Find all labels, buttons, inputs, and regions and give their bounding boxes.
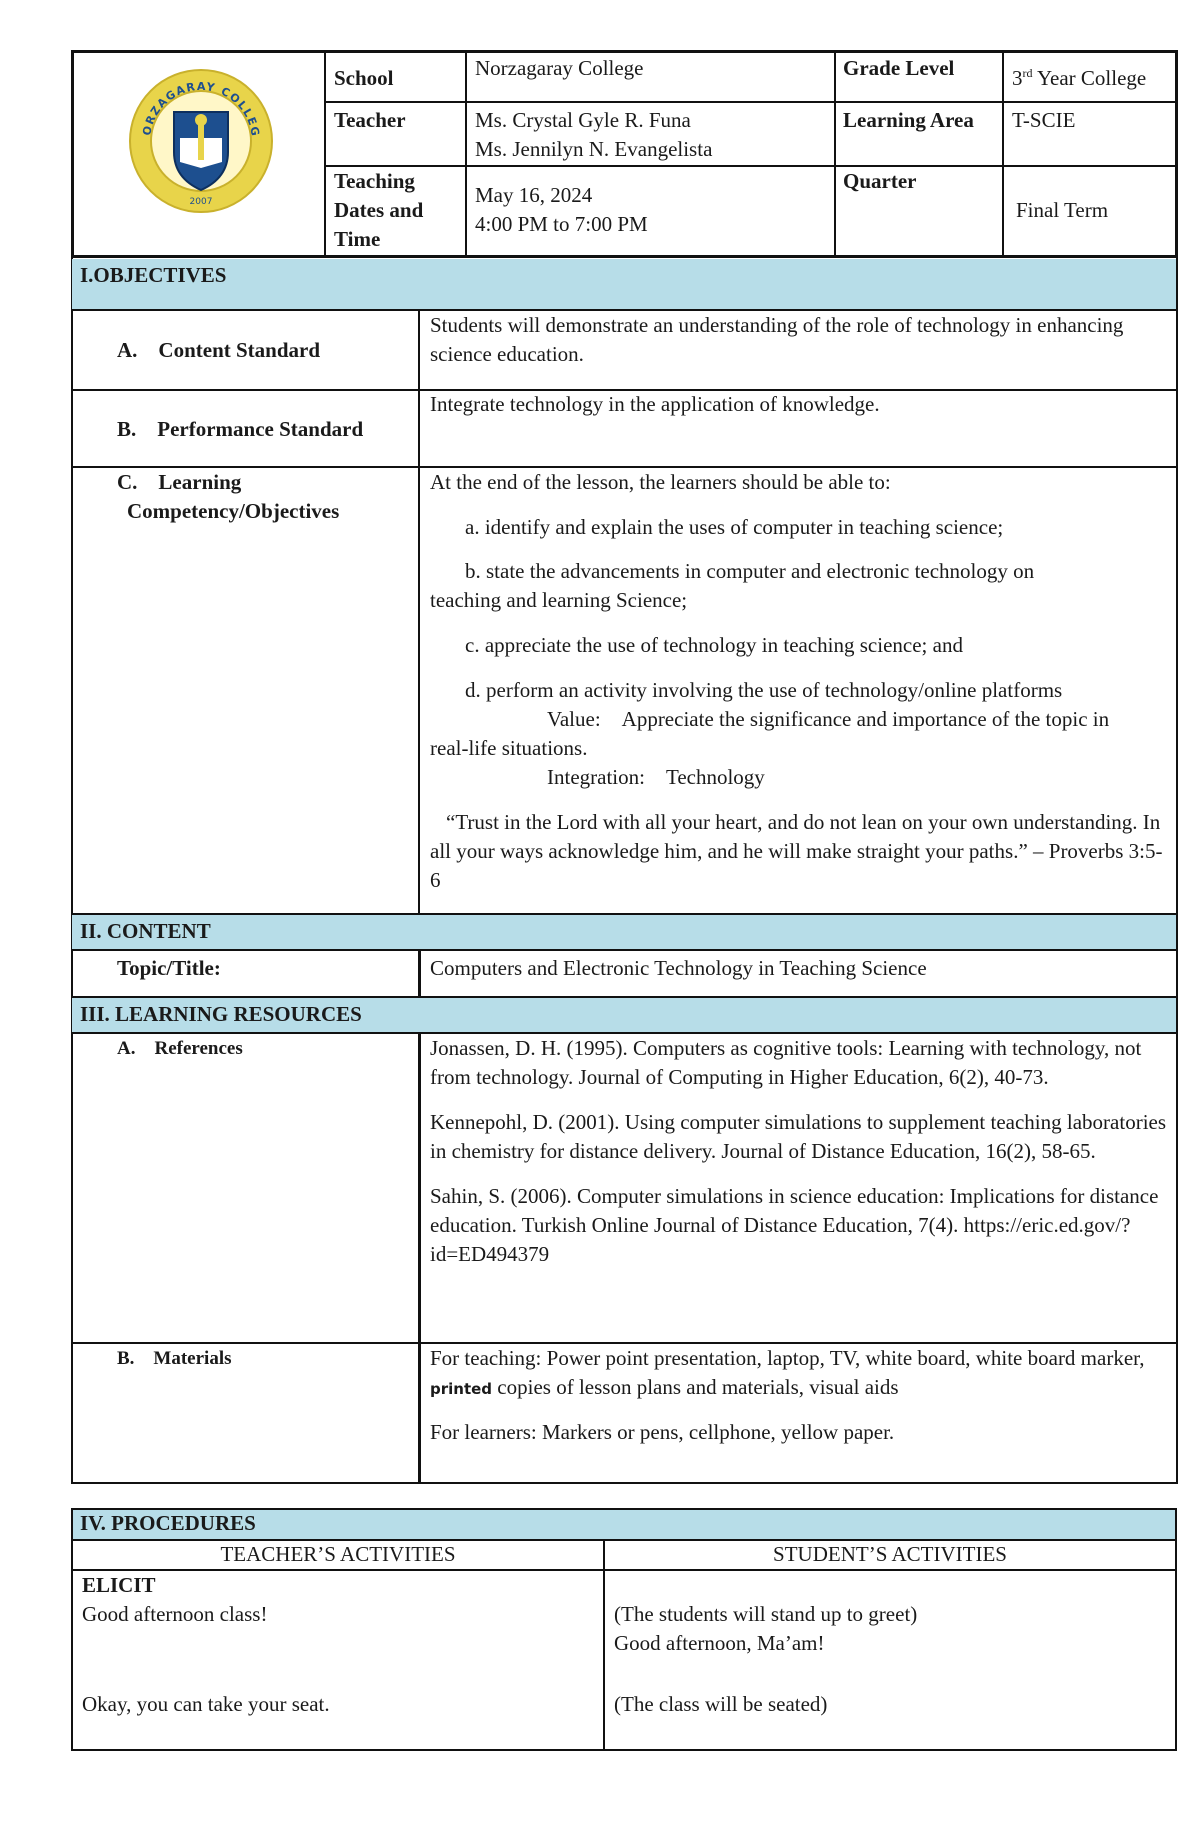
topic-text: Computers and Electronic Technology in Teaching Science <box>430 956 927 980</box>
school-logo <box>128 68 274 214</box>
date-value: May 16, 2024 <box>475 183 593 207</box>
reference-item: Sahin, S. (2006). Computer simulations in science education: Implications for distance education. Turkish Online Journal of Distance Education, 7(4). https://eric.ed.gov/?id=ED494379 <box>430 1184 1159 1266</box>
content-band <box>72 915 1176 949</box>
content-standard-label: A. Content Standard <box>117 338 321 362</box>
learning-area-label: Learning Area <box>843 108 974 132</box>
integration-line: Integration: Technology <box>547 765 765 789</box>
grade-level-label: Grade Level <box>843 56 955 80</box>
teacher-activity: Good afternoon class! <box>82 1602 268 1626</box>
printed-word: printed <box>430 1380 493 1398</box>
elicit-heading: ELICIT <box>82 1573 156 1597</box>
teacher-activities-header: TEACHER’S ACTIVITIES <box>220 1542 456 1566</box>
objective-b-line1: b. state the advancements in computer and electronic technology on <box>465 559 1035 583</box>
competency-label-1: C. Learning <box>117 470 242 494</box>
objectives-intro: At the end of the lesson, the learners should be able to: <box>430 470 891 494</box>
logo-text: ORZAGARAY COLLEG <box>140 79 263 139</box>
performance-standard-text: Integrate technology in the application of knowledge. <box>430 392 880 416</box>
bible-verse: “Trust in the Lord with all your heart, and do not lean on your own understanding. In all your ways acknowledge him, and he will make straight your paths.” – Proverbs 3:5-6 <box>430 810 1163 892</box>
objectives-band <box>72 259 1176 309</box>
teaching-dates-label-1: Teaching <box>334 169 415 193</box>
topic-label: Topic/Title: <box>117 956 221 980</box>
quarter-label: Quarter <box>843 169 917 193</box>
objective-c: c. appreciate the use of technology in teaching science; and <box>465 633 963 657</box>
value-line1: Value: Appreciate the significance and importance of the topic in <box>547 707 1110 731</box>
materials-learners: For learners: Markers or pens, cellphone, yellow paper. <box>430 1420 895 1444</box>
student-activity: (The students will stand up to greet) <box>614 1602 918 1626</box>
references-list <box>430 1034 1172 1285</box>
resources-title: III. LEARNING RESOURCES <box>80 1002 362 1026</box>
materials-label: B. Materials <box>117 1348 232 1369</box>
objective-a: a. identify and explain the uses of computer in teaching science; <box>465 515 1004 539</box>
objective-d: d. perform an activity involving the use of technology/online platforms <box>465 678 1063 702</box>
procedures-title: IV. PROCEDURES <box>80 1511 256 1535</box>
student-activities-header: STUDENT’S ACTIVITIES <box>773 1542 1007 1566</box>
learning-area-value: T-SCIE <box>1012 108 1076 132</box>
teacher-label: Teacher <box>334 108 406 132</box>
teaching-dates-label-3: Time <box>334 227 381 251</box>
objectives-title: I.OBJECTIVES <box>80 263 227 287</box>
performance-standard-label: B. Performance Standard <box>117 417 364 441</box>
teacher-activity: Okay, you can take your seat. <box>82 1692 330 1716</box>
competency-label-2: Competency/Objectives <box>127 499 340 523</box>
teacher-value-2: Ms. Jennilyn N. Evangelista <box>475 137 713 161</box>
references-label: A. References <box>117 1038 243 1059</box>
teacher-value-1: Ms. Crystal Gyle R. Funa <box>475 108 691 132</box>
quarter-value: Final Term <box>1016 198 1109 222</box>
school-value: Norzagaray College <box>475 56 644 80</box>
reference-item: Kennepohl, D. (2001). Using computer simulations to supplement teaching laboratories in chemistry for distance delivery. Journal of Distance Education, 16(2), 58-65. <box>430 1110 1167 1163</box>
grade-level-value: 3rd Year College <box>1012 66 1147 90</box>
student-activity: (The class will be seated) <box>614 1692 828 1716</box>
materials-teaching: For teaching: Power point presentation, laptop, TV, white board, white board marker, printed copies of lesson plans and materials, visual aids <box>430 1346 1145 1399</box>
reference-item: Jonassen, D. H. (1995). Computers as cognitive tools: Learning with technology, not from technology. Journal of Computing in Higher Education, 6(2), 40-73. <box>430 1036 1142 1089</box>
content-title: II. CONTENT <box>80 919 211 943</box>
value-line2: real-life situations. <box>430 736 588 760</box>
objective-b-line2: teaching and learning Science; <box>430 588 688 612</box>
time-value: 4:00 PM to 7:00 PM <box>475 212 648 236</box>
teaching-dates-label-2: Dates and <box>334 198 424 222</box>
content-standard-text: Students will demonstrate an understanding of the role of technology in enhancing science education. <box>430 313 1124 366</box>
school-label: School <box>334 66 394 90</box>
student-activity: Good afternoon, Ma’am! <box>614 1631 825 1655</box>
logo-year: 2007 <box>189 197 213 207</box>
